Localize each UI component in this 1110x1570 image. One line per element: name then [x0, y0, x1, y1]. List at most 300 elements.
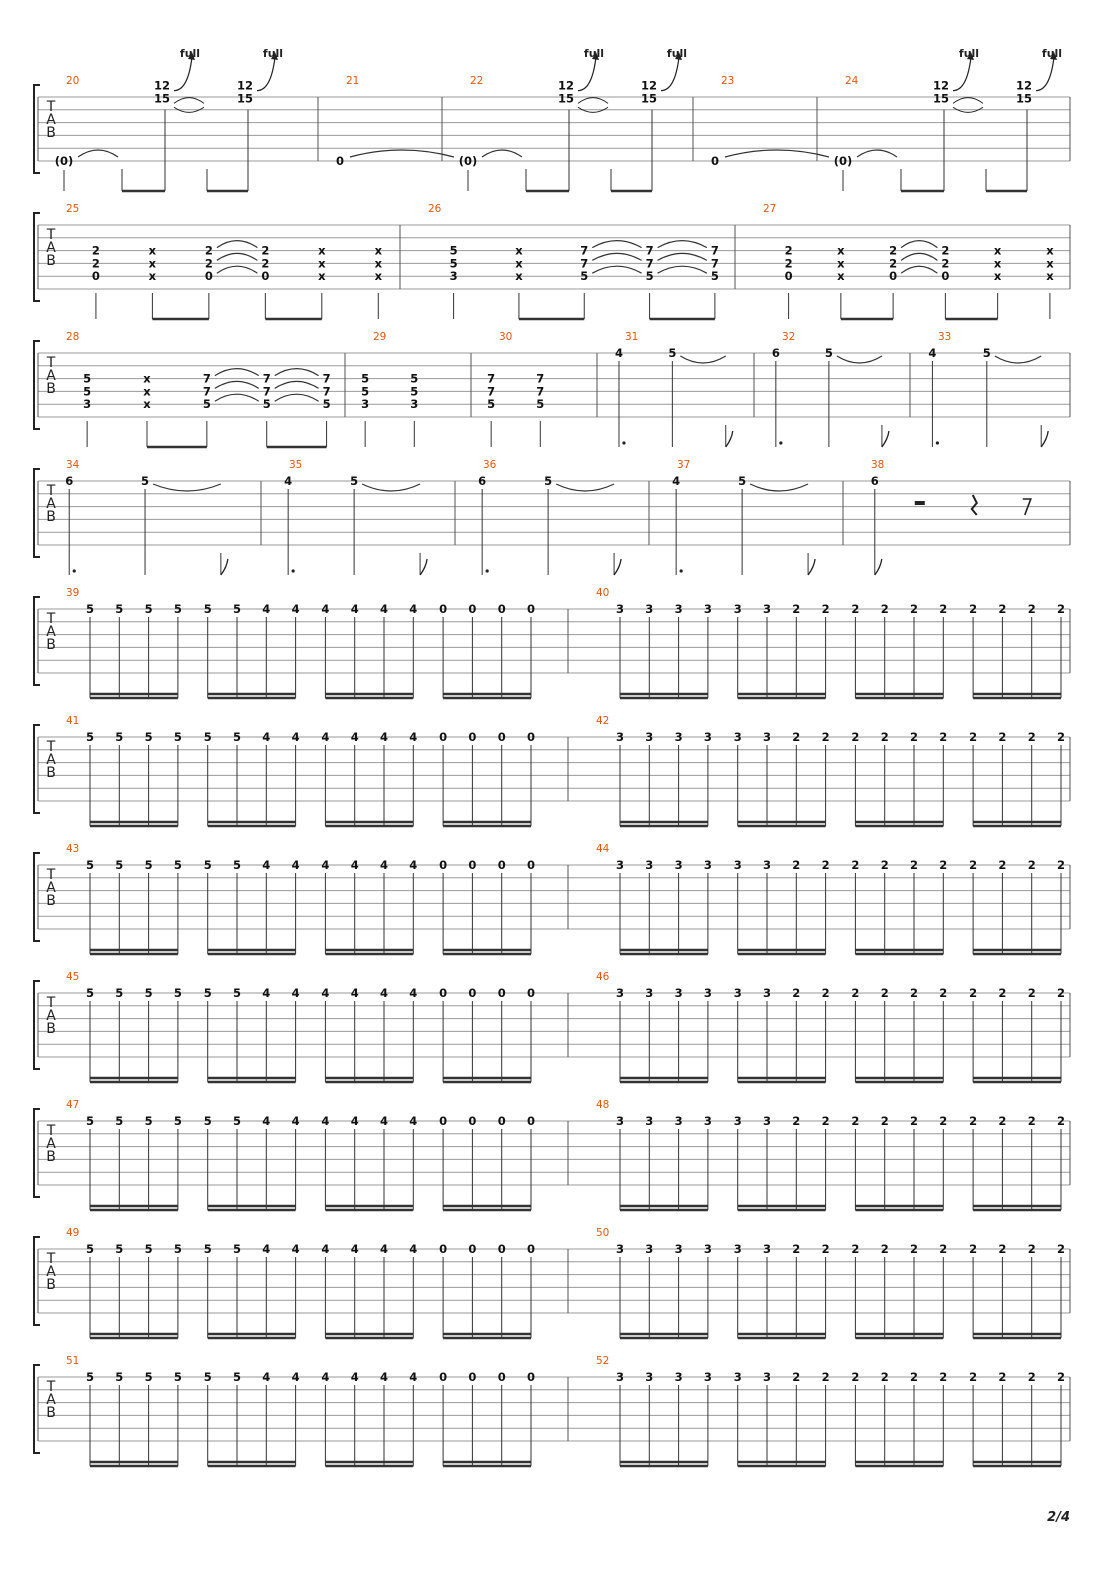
fret-number: 0: [497, 602, 506, 616]
tab-clef-letter: A: [46, 240, 56, 256]
fret-number: 0: [439, 858, 448, 872]
fret-number: 5: [115, 730, 124, 744]
fret-number: 3: [645, 986, 654, 1000]
fret-number: 0: [497, 1370, 506, 1384]
bend-label: full: [666, 47, 688, 60]
chord-fret: 2: [889, 243, 898, 258]
fret-number: 5: [115, 602, 124, 616]
note-flag: [1041, 431, 1048, 447]
fret-number: 2: [939, 1114, 948, 1128]
fret-number: 5: [173, 730, 182, 744]
note-flag: [221, 559, 228, 575]
chord-fret: 5: [361, 371, 370, 386]
fret-number: 4: [284, 474, 293, 488]
fret-number: 4: [928, 346, 937, 360]
fret-number: 2: [880, 1242, 889, 1256]
tie: [215, 381, 259, 388]
tab-clef-letter: T: [46, 1379, 56, 1395]
fret-number: 0: [439, 1242, 448, 1256]
fret-number: 4: [262, 1114, 271, 1128]
bend-label: full: [1041, 47, 1063, 60]
chord-fret: 7: [322, 384, 331, 399]
chord-fret: 2: [941, 256, 950, 271]
system-bracket: [34, 1237, 40, 1325]
dot: [779, 441, 782, 444]
fret-number: 2: [939, 858, 948, 872]
fret-number: 3: [615, 986, 625, 1000]
fret-number: 2: [939, 1370, 948, 1384]
fret-number: 3: [762, 1370, 772, 1384]
fret-number: 5: [144, 602, 153, 616]
fret-number: 4: [350, 730, 359, 744]
fret-number: 3: [674, 1242, 683, 1256]
fret-number: 2: [969, 1242, 978, 1256]
tab-clef-letter: T: [46, 1251, 56, 1267]
chord-fret: 2: [784, 243, 793, 258]
chord-fret: 2: [91, 243, 100, 258]
tie: [901, 241, 937, 248]
measure-number: 44: [596, 843, 610, 855]
fret-number: 5: [544, 474, 553, 488]
fret-number: 3: [615, 730, 625, 744]
fret-number: 2: [998, 1370, 1007, 1384]
chord-fret: 3: [83, 397, 92, 412]
measure-number: 27: [763, 203, 777, 215]
fret-number: 5: [232, 1370, 242, 1384]
fret-number: 3: [762, 1242, 772, 1256]
fret-number: 3: [615, 1242, 625, 1256]
fret-number: 15: [557, 91, 575, 106]
measure-number: 52: [596, 1355, 610, 1367]
fret-number: 4: [379, 730, 389, 744]
chord-fret: 5: [710, 269, 719, 284]
chord-fret: 2: [784, 256, 793, 271]
system-bracket: [34, 1365, 40, 1453]
fret-number: 5: [203, 858, 212, 872]
fret-number: 3: [733, 986, 742, 1000]
fret-number: 2: [969, 1114, 978, 1128]
chord-fret: x: [318, 269, 326, 284]
chord-fret: x: [837, 256, 845, 271]
fret-number: 2: [1056, 858, 1066, 872]
measure-number: 40: [596, 587, 610, 599]
half-rest: [915, 501, 925, 505]
fret-number: 3: [615, 1370, 625, 1384]
fret-number: 4: [350, 1114, 359, 1128]
fret-number: 12: [932, 78, 950, 93]
fret-number: 0: [710, 154, 720, 168]
slur: [953, 98, 983, 104]
fret-number: 0: [497, 1242, 506, 1256]
chord-fret: 7: [262, 384, 271, 399]
measure-number: 28: [66, 331, 80, 343]
fret-number: 6: [65, 474, 74, 488]
chord-fret: 2: [204, 256, 213, 271]
fret-number: 5: [115, 1114, 124, 1128]
measure-number: 41: [66, 715, 80, 727]
fret-number: 0: [497, 986, 506, 1000]
fret-number: 2: [880, 1114, 889, 1128]
fret-number: 4: [291, 858, 300, 872]
fret-number: 0: [468, 602, 477, 616]
fret-number: 0: [497, 858, 506, 872]
fret-number: 4: [262, 1370, 271, 1384]
system-bracket: [34, 213, 40, 301]
tie: [725, 150, 829, 157]
bend-label: full: [179, 47, 201, 60]
fret-number: 2: [880, 1370, 889, 1384]
tab-clef-letter: A: [46, 752, 56, 768]
fret-number: 5: [144, 1114, 153, 1128]
fret-number: 2: [969, 986, 978, 1000]
fret-number: 3: [615, 1114, 625, 1128]
fret-number: 0: [439, 986, 448, 1000]
fret-number: 2: [821, 1370, 830, 1384]
fret-number: 2: [1027, 1114, 1036, 1128]
tie: [362, 484, 420, 491]
fret-number: 5: [115, 1242, 124, 1256]
measure-number: 48: [596, 1099, 610, 1111]
tie: [658, 253, 707, 260]
chord-fret: 3: [449, 269, 458, 284]
chord-fret: x: [837, 269, 845, 284]
chord-fret: x: [374, 243, 382, 258]
chord-fret: x: [148, 269, 157, 284]
chord-fret: 5: [83, 384, 92, 399]
system-bracket: [34, 853, 40, 941]
tab-clef-letter: B: [46, 893, 56, 909]
measure-number: 25: [66, 203, 80, 215]
fret-number: 15: [640, 91, 658, 106]
fret-number: 3: [733, 1114, 742, 1128]
fret-number: 3: [762, 602, 772, 616]
fret-number: 0: [468, 1114, 477, 1128]
fret-number: 3: [762, 858, 772, 872]
tab-clef-letter: B: [46, 1405, 56, 1421]
chord-fret: 7: [580, 243, 589, 258]
tie: [901, 266, 937, 273]
tie: [680, 356, 725, 363]
fret-number: 4: [291, 730, 300, 744]
tab-clef-letter: T: [46, 995, 56, 1011]
fret-number: 2: [969, 730, 978, 744]
fret-number: 2: [1056, 730, 1066, 744]
dot: [73, 569, 76, 572]
fret-number: 3: [703, 1242, 712, 1256]
fret-number: 3: [703, 986, 712, 1000]
fret-number: 12: [640, 78, 658, 93]
measure-number: 33: [938, 331, 952, 343]
tab-clef-letter: A: [46, 1392, 56, 1408]
chord-fret: x: [837, 243, 845, 258]
fret-number: 2: [909, 1370, 919, 1384]
fret-number: 5: [232, 986, 242, 1000]
measure-number: 39: [66, 587, 80, 599]
chord-fret: x: [515, 256, 523, 271]
slur: [174, 98, 204, 104]
fret-number: 4: [350, 602, 359, 616]
fret-number: 4: [262, 730, 271, 744]
tab-clef-letter: B: [46, 125, 56, 141]
bend-label: full: [958, 47, 980, 60]
fret-number: 5: [668, 346, 677, 360]
fret-number: 0: [497, 730, 506, 744]
chord-fret: 0: [204, 269, 213, 284]
fret-number: 0: [439, 602, 448, 616]
tie: [215, 369, 259, 376]
tie: [658, 241, 707, 248]
chord-fret: 5: [449, 256, 458, 271]
tab-clef-letter: T: [46, 227, 56, 243]
chord-fret: 7: [536, 371, 545, 386]
fret-number: 5: [232, 858, 242, 872]
fret-number: 5: [144, 730, 153, 744]
note-flag: [726, 431, 733, 447]
tab-clef-letter: A: [46, 368, 56, 384]
fret-number: 0: [526, 1242, 536, 1256]
chord-fret: 7: [710, 256, 719, 271]
chord-fret: x: [318, 243, 326, 258]
tab-clef-letter: T: [46, 611, 56, 627]
chord-fret: 7: [262, 371, 271, 386]
fret-number: 2: [969, 602, 978, 616]
tab-clef-letter: T: [46, 867, 56, 883]
dot: [486, 569, 489, 572]
fret-number: 4: [291, 1242, 300, 1256]
fret-number: 5: [85, 1242, 95, 1256]
fret-number: 5: [982, 346, 991, 360]
tab-clef-letter: B: [46, 637, 56, 653]
chord-fret: 2: [91, 256, 100, 271]
tie: [658, 266, 707, 273]
chord-fret: 0: [889, 269, 898, 284]
fret-number: 3: [674, 858, 683, 872]
fret-number: 5: [144, 986, 153, 1000]
fret-number: 2: [792, 730, 801, 744]
fret-number: 5: [173, 986, 182, 1000]
tie: [275, 394, 319, 401]
fret-number: 4: [262, 986, 271, 1000]
chord-fret: 7: [645, 256, 654, 271]
fret-number: 4: [321, 858, 330, 872]
fret-number: 2: [1027, 858, 1036, 872]
tie: [482, 150, 522, 157]
measure-number: 46: [596, 971, 610, 983]
fret-number: 4: [409, 986, 418, 1000]
tie: [217, 253, 257, 260]
fret-number: 4: [672, 474, 681, 488]
bend-label: full: [583, 47, 605, 60]
tab-clef-letter: B: [46, 1149, 56, 1165]
fret-number: 4: [291, 1370, 300, 1384]
fret-number: 15: [236, 91, 254, 106]
system-bracket: [34, 1109, 40, 1197]
fret-number: 3: [674, 1114, 683, 1128]
tie: [217, 241, 257, 248]
fret-number: 5: [85, 730, 95, 744]
fret-number: 4: [262, 602, 271, 616]
bend-arrow: [1036, 57, 1054, 91]
tab-clef-letter: B: [46, 765, 56, 781]
tab-clef-letter: T: [46, 99, 56, 115]
tie: [837, 356, 882, 363]
fret-number: 4: [409, 730, 418, 744]
fret-number: 5: [824, 346, 833, 360]
measure-number: 35: [289, 459, 303, 471]
fret-number: 4: [291, 602, 300, 616]
measure-number: 38: [871, 459, 885, 471]
note-flag: [614, 559, 621, 575]
fret-number: 2: [998, 730, 1007, 744]
fret-number: 0: [468, 1370, 477, 1384]
measure-number: 50: [596, 1227, 610, 1239]
fret-number: 3: [645, 1370, 654, 1384]
fret-number: 0: [335, 154, 345, 168]
fret-number: 2: [1056, 1114, 1066, 1128]
measure-number: 32: [782, 331, 796, 343]
fret-number: 2: [851, 602, 860, 616]
fret-number: 4: [321, 986, 330, 1000]
fret-number: 5: [85, 1370, 95, 1384]
fret-number: 2: [909, 1242, 919, 1256]
tie: [215, 394, 259, 401]
chord-fret: 5: [262, 397, 271, 412]
fret-number: 2: [1027, 602, 1036, 616]
chord-fret: 7: [487, 384, 496, 399]
fret-number: 12: [1015, 78, 1033, 93]
fret-number: 2: [909, 1114, 919, 1128]
fret-number: 4: [379, 1114, 389, 1128]
tie: [857, 150, 897, 157]
fret-number: 4: [262, 858, 271, 872]
chord-fret: 7: [536, 384, 545, 399]
fret-number: 2: [1056, 1370, 1066, 1384]
fret-number: 4: [291, 986, 300, 1000]
fret-number: 3: [645, 1242, 654, 1256]
chord-fret: 5: [202, 397, 211, 412]
fret-number: 2: [851, 986, 860, 1000]
fret-number: 5: [144, 858, 153, 872]
tie: [995, 356, 1041, 363]
tie: [275, 381, 319, 388]
chord-fret: 7: [202, 371, 211, 386]
fret-number: 2: [939, 986, 948, 1000]
fret-number: 5: [141, 474, 150, 488]
fret-number: 3: [645, 602, 654, 616]
chord-fret: 2: [889, 256, 898, 271]
chord-fret: x: [993, 243, 1002, 258]
fret-number: 2: [909, 730, 919, 744]
chord-fret: 0: [91, 269, 100, 284]
chord-fret: x: [1046, 256, 1054, 271]
tie: [217, 266, 257, 273]
fret-number: 12: [557, 78, 575, 93]
quarter-rest: [972, 495, 977, 515]
bend-label: full: [262, 47, 284, 60]
measure-number: 47: [66, 1099, 80, 1111]
fret-number: 5: [173, 1114, 182, 1128]
fret-number: 5: [85, 602, 95, 616]
fret-number: 5: [203, 1114, 212, 1128]
fret-number: 4: [409, 1114, 418, 1128]
fret-number: 2: [821, 730, 830, 744]
fret-number: 2: [792, 858, 801, 872]
fret-number: 5: [203, 730, 212, 744]
tie: [592, 253, 641, 260]
fret-number: 4: [409, 1242, 418, 1256]
chord-fret: 3: [410, 397, 419, 412]
measure-number: 45: [66, 971, 80, 983]
fret-number: 2: [821, 986, 830, 1000]
dot: [622, 441, 625, 444]
fret-number: 2: [1056, 986, 1066, 1000]
fret-number: 2: [1027, 1370, 1036, 1384]
fret-number: 2: [998, 986, 1007, 1000]
chord-fret: x: [148, 243, 157, 258]
note-flag: [420, 559, 427, 575]
fret-number: 2: [909, 602, 919, 616]
note-flag: [875, 559, 882, 575]
fret-number: 3: [645, 730, 654, 744]
measure-number: 30: [499, 331, 513, 343]
fret-number: 4: [291, 1114, 300, 1128]
system-bracket: [34, 85, 40, 173]
chord-fret: x: [515, 269, 523, 284]
fret-number: 0: [526, 986, 536, 1000]
chord-fret: 2: [261, 256, 270, 271]
fret-number: 4: [350, 986, 359, 1000]
tie: [592, 266, 641, 273]
fret-number: (0): [54, 154, 74, 168]
bend-arrow: [257, 57, 275, 91]
tab-clef-letter: T: [46, 355, 56, 371]
measure-number: 51: [66, 1355, 80, 1367]
fret-number: 3: [645, 858, 654, 872]
chord-fret: 5: [410, 371, 419, 386]
chord-fret: x: [1046, 243, 1054, 258]
fret-number: 15: [1015, 91, 1033, 106]
fret-number: 2: [939, 1242, 948, 1256]
fret-number: 3: [674, 1370, 683, 1384]
fret-number: 2: [792, 1242, 801, 1256]
dot: [680, 569, 683, 572]
chord-fret: x: [993, 256, 1002, 271]
fret-number: 2: [792, 1114, 801, 1128]
chord-fret: 2: [261, 243, 270, 258]
fret-number: 3: [615, 858, 625, 872]
fret-number: (0): [833, 154, 853, 168]
fret-number: 3: [703, 1114, 712, 1128]
fret-number: 2: [880, 858, 889, 872]
chord-fret: 5: [580, 269, 589, 284]
fret-number: 2: [998, 602, 1007, 616]
fret-number: 0: [439, 1114, 448, 1128]
measure-number: 23: [721, 75, 735, 87]
fret-number: 2: [880, 602, 889, 616]
fret-number: 2: [880, 730, 889, 744]
measure-number: 43: [66, 843, 80, 855]
fret-number: 5: [115, 986, 124, 1000]
fret-number: 3: [762, 986, 772, 1000]
fret-number: 4: [321, 602, 330, 616]
fret-number: 3: [762, 1114, 772, 1128]
chord-fret: x: [148, 256, 157, 271]
fret-number: 5: [85, 986, 95, 1000]
tab-clef-letter: T: [46, 739, 56, 755]
fret-number: 3: [703, 858, 712, 872]
chord-fret: 5: [449, 243, 458, 258]
fret-number: 5: [203, 986, 212, 1000]
